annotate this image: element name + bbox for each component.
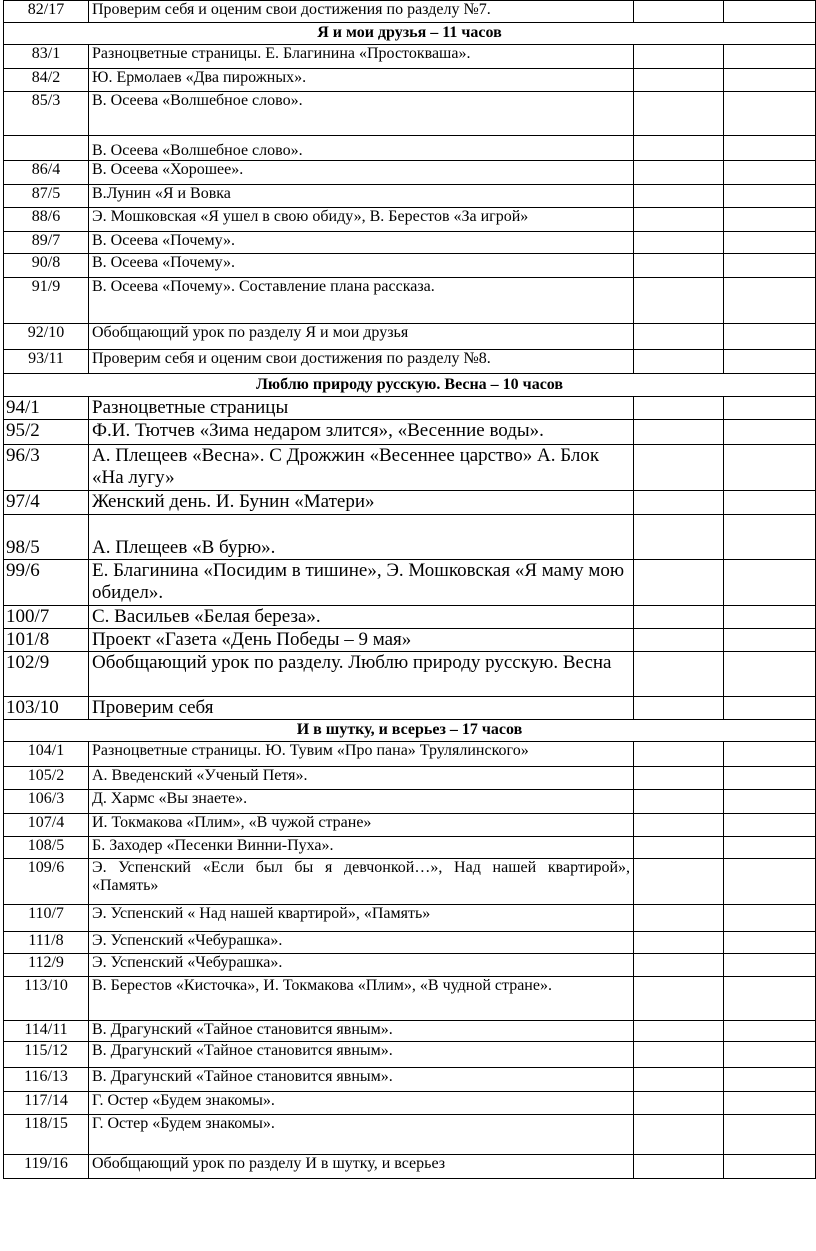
table-row — [4, 254, 816, 278]
table-row — [4, 1041, 816, 1067]
lesson-number: 84/2 — [4, 69, 89, 92]
lesson-topic: Разноцветные страницы. Е. Благинина «Простокваша». — [89, 45, 634, 69]
table-row — [4, 836, 816, 858]
table-row — [4, 976, 816, 1020]
table-row — [4, 696, 816, 719]
date-fact-cell — [724, 559, 816, 605]
table-row — [4, 858, 816, 904]
date-fact-cell — [724, 741, 816, 766]
date-fact-cell — [724, 444, 816, 490]
lesson-topic: Э. Успенский « Над нашей квартирой», «Память» — [89, 904, 634, 931]
table-row — [4, 1114, 816, 1154]
lesson-topic: В. Драгунский «Тайное становится явным». — [89, 1020, 634, 1041]
lesson-topic: Э. Мошковская «Я ушел в свою обиду», В. Берестов «За игрой» — [89, 208, 634, 232]
table-row — [4, 208, 816, 232]
date-plan-cell — [634, 976, 724, 1020]
table-row — [4, 324, 816, 350]
date-fact-cell — [724, 161, 816, 185]
lesson-topic: Проверим себя — [89, 696, 634, 719]
lesson-topic: В. Осеева «Почему». — [89, 232, 634, 254]
lesson-number: 104/1 — [4, 741, 89, 766]
date-plan-cell — [634, 350, 724, 374]
date-plan-cell — [634, 92, 724, 136]
date-plan-cell — [634, 1020, 724, 1041]
lesson-number: 92/10 — [4, 324, 89, 350]
lesson-topic: Разноцветные страницы — [89, 397, 634, 420]
date-fact-cell — [724, 278, 816, 324]
lesson-number: 83/1 — [4, 45, 89, 69]
date-fact-cell — [724, 1114, 816, 1154]
lesson-number — [4, 136, 89, 161]
lesson-number: 119/16 — [4, 1154, 89, 1178]
table-row — [4, 1067, 816, 1091]
lesson-topic: Обобщающий урок по разделу И в шутку, и всерьез — [89, 1154, 634, 1178]
lesson-topic: Г. Остер «Будем знакомы». — [89, 1091, 634, 1114]
date-fact-cell — [724, 350, 816, 374]
date-plan-cell — [634, 836, 724, 858]
lesson-number: 85/3 — [4, 92, 89, 136]
date-fact-cell — [724, 1067, 816, 1091]
table-row — [4, 161, 816, 185]
section-title: Я и мои друзья – 11 часов — [4, 23, 816, 45]
date-fact-cell — [724, 976, 816, 1020]
date-plan-cell — [634, 444, 724, 490]
lesson-number: 117/14 — [4, 1091, 89, 1114]
table-row — [4, 766, 816, 789]
date-fact-cell — [724, 136, 816, 161]
date-plan-cell — [634, 696, 724, 719]
lesson-number: 95/2 — [4, 419, 89, 444]
lesson-number: 93/11 — [4, 350, 89, 374]
table-row — [4, 1, 816, 23]
date-fact-cell — [724, 651, 816, 696]
table-row — [4, 1154, 816, 1178]
lesson-topic: В.Лунин «Я и Вовка — [89, 185, 634, 208]
lesson-topic: В. Драгунский «Тайное становится явным». — [89, 1067, 634, 1091]
lesson-number: 106/3 — [4, 789, 89, 813]
lesson-topic: Ю. Ермолаев «Два пирожных». — [89, 69, 634, 92]
date-plan-cell — [634, 136, 724, 161]
date-plan-cell — [634, 1041, 724, 1067]
date-plan-cell — [634, 45, 724, 69]
lesson-topic: Проверим себя и оценим свои достижения по разделу №7. — [89, 1, 634, 23]
lesson-number: 113/10 — [4, 976, 89, 1020]
date-plan-cell — [634, 278, 724, 324]
lesson-topic: Д. Хармс «Вы знаете». — [89, 789, 634, 813]
date-fact-cell — [724, 1020, 816, 1041]
section-header-row — [4, 374, 816, 397]
lesson-number: 109/6 — [4, 858, 89, 904]
lesson-topic: Э. Успенский «Чебурашка». — [89, 931, 634, 953]
lesson-topic: Обобщающий урок по разделу. Люблю природу русскую. Весна — [89, 651, 634, 696]
lesson-number: 111/8 — [4, 931, 89, 953]
table-row — [4, 397, 816, 420]
lesson-number: 115/12 — [4, 1041, 89, 1067]
date-plan-cell — [634, 1, 724, 23]
date-plan-cell — [634, 858, 724, 904]
lesson-number: 103/10 — [4, 696, 89, 719]
lesson-number: 91/9 — [4, 278, 89, 324]
date-plan-cell — [634, 1114, 724, 1154]
date-fact-cell — [724, 324, 816, 350]
lesson-topic: А. Введенский «Ученый Петя». — [89, 766, 634, 789]
date-plan-cell — [634, 397, 724, 420]
date-fact-cell — [724, 208, 816, 232]
lesson-number: 87/5 — [4, 185, 89, 208]
table-row — [4, 1091, 816, 1114]
date-fact-cell — [724, 490, 816, 514]
date-plan-cell — [634, 490, 724, 514]
lesson-topic: Проверим себя и оценим свои достижения по разделу №8. — [89, 350, 634, 374]
lesson-topic: Э. Успенский «Если был бы я девчонкой…», Над нашей квартирой», «Память» — [89, 858, 634, 904]
date-fact-cell — [724, 789, 816, 813]
date-plan-cell — [634, 208, 724, 232]
table-row — [4, 1020, 816, 1041]
table-row — [4, 69, 816, 92]
date-plan-cell — [634, 651, 724, 696]
lesson-topic: Б. Заходер «Песенки Винни-Пуха». — [89, 836, 634, 858]
table-row — [4, 350, 816, 374]
lesson-number: 114/11 — [4, 1020, 89, 1041]
table-row — [4, 92, 816, 136]
lesson-number: 97/4 — [4, 490, 89, 514]
date-plan-cell — [634, 605, 724, 628]
date-fact-cell — [724, 605, 816, 628]
date-fact-cell — [724, 766, 816, 789]
lesson-topic: Г. Остер «Будем знакомы». — [89, 1114, 634, 1154]
date-plan-cell — [634, 789, 724, 813]
date-plan-cell — [634, 185, 724, 208]
date-fact-cell — [724, 1041, 816, 1067]
date-plan-cell — [634, 232, 724, 254]
table-row — [4, 605, 816, 628]
date-plan-cell — [634, 813, 724, 836]
date-fact-cell — [724, 628, 816, 651]
lesson-number: 94/1 — [4, 397, 89, 420]
date-fact-cell — [724, 836, 816, 858]
lesson-topic: Э. Успенский «Чебурашка». — [89, 953, 634, 976]
lesson-topic: В. Драгунский «Тайное становится явным». — [89, 1041, 634, 1067]
lesson-number: 82/17 — [4, 1, 89, 23]
table-row — [4, 651, 816, 696]
section-title: Люблю природу русскую. Весна – 10 часов — [4, 374, 816, 397]
date-fact-cell — [724, 696, 816, 719]
table-row — [4, 514, 816, 559]
table-row — [4, 953, 816, 976]
section-header-row — [4, 23, 816, 45]
lesson-topic: И. Токмакова «Плим», «В чужой стране» — [89, 813, 634, 836]
lesson-number: 107/4 — [4, 813, 89, 836]
date-fact-cell — [724, 904, 816, 931]
date-plan-cell — [634, 514, 724, 559]
date-fact-cell — [724, 419, 816, 444]
date-fact-cell — [724, 1091, 816, 1114]
lesson-number: 90/8 — [4, 254, 89, 278]
lesson-number: 100/7 — [4, 605, 89, 628]
date-fact-cell — [724, 45, 816, 69]
lesson-topic: В. Осеева «Волшебное слово». — [89, 136, 634, 161]
date-plan-cell — [634, 953, 724, 976]
lesson-topic: Женский день. И. Бунин «Матери» — [89, 490, 634, 514]
lesson-topic: В. Осеева «Почему». — [89, 254, 634, 278]
lesson-topic: С. Васильев «Белая береза». — [89, 605, 634, 628]
lesson-number: 110/7 — [4, 904, 89, 931]
date-fact-cell — [724, 858, 816, 904]
date-fact-cell — [724, 813, 816, 836]
table-row — [4, 185, 816, 208]
lesson-topic: В. Осеева «Хорошее». — [89, 161, 634, 185]
date-fact-cell — [724, 92, 816, 136]
date-fact-cell — [724, 953, 816, 976]
date-fact-cell — [724, 514, 816, 559]
lesson-number: 89/7 — [4, 232, 89, 254]
table-row — [4, 628, 816, 651]
date-plan-cell — [634, 559, 724, 605]
section-title: И в шутку, и всерьез – 17 часов — [4, 719, 816, 741]
lesson-plan-table — [3, 0, 816, 1179]
date-fact-cell — [724, 69, 816, 92]
lesson-topic: Разноцветные страницы. Ю. Тувим «Про пана» Трулялинского» — [89, 741, 634, 766]
date-plan-cell — [634, 419, 724, 444]
table-row — [4, 444, 816, 490]
date-plan-cell — [634, 1067, 724, 1091]
lesson-topic: Проект «Газета «День Победы – 9 мая» — [89, 628, 634, 651]
table-row — [4, 278, 816, 324]
date-fact-cell — [724, 232, 816, 254]
date-plan-cell — [634, 931, 724, 953]
table-row — [4, 419, 816, 444]
date-plan-cell — [634, 904, 724, 931]
date-plan-cell — [634, 69, 724, 92]
date-plan-cell — [634, 161, 724, 185]
date-plan-cell — [634, 254, 724, 278]
table-row — [4, 559, 816, 605]
lesson-number: 88/6 — [4, 208, 89, 232]
section-header-row — [4, 719, 816, 741]
date-fact-cell — [724, 1154, 816, 1178]
lesson-number: 112/9 — [4, 953, 89, 976]
lesson-number: 108/5 — [4, 836, 89, 858]
table-row — [4, 931, 816, 953]
lesson-topic: Ф.И. Тютчев «Зима недаром злится», «Весенние воды». — [89, 419, 634, 444]
lesson-topic: В. Осеева «Почему». Составление плана рассказа. — [89, 278, 634, 324]
lesson-topic: В. Берестов «Кисточка», И. Токмакова «Плим», «В чудной стране». — [89, 976, 634, 1020]
lesson-number: 98/5 — [4, 514, 89, 559]
lesson-number: 101/8 — [4, 628, 89, 651]
date-fact-cell — [724, 254, 816, 278]
lesson-topic: Обобщающий урок по разделу Я и мои друзья — [89, 324, 634, 350]
table-row — [4, 741, 816, 766]
date-fact-cell — [724, 185, 816, 208]
table-row — [4, 136, 816, 161]
table-row — [4, 789, 816, 813]
lesson-number: 118/15 — [4, 1114, 89, 1154]
date-fact-cell — [724, 397, 816, 420]
table-row — [4, 904, 816, 931]
lesson-number: 116/13 — [4, 1067, 89, 1091]
lesson-number: 96/3 — [4, 444, 89, 490]
date-plan-cell — [634, 324, 724, 350]
lesson-number: 102/9 — [4, 651, 89, 696]
date-plan-cell — [634, 628, 724, 651]
lesson-number: 105/2 — [4, 766, 89, 789]
table-row — [4, 45, 816, 69]
lesson-number: 99/6 — [4, 559, 89, 605]
date-plan-cell — [634, 1091, 724, 1114]
table-row — [4, 490, 816, 514]
date-plan-cell — [634, 766, 724, 789]
lesson-plan-body — [4, 1, 816, 1179]
date-fact-cell — [724, 1, 816, 23]
lesson-topic: А. Плещеев «Весна». С Дрожжин «Весеннее царство» А. Блок «На лугу» — [89, 444, 634, 490]
date-plan-cell — [634, 1154, 724, 1178]
table-row — [4, 232, 816, 254]
lesson-topic: А. Плещеев «В бурю». — [89, 514, 634, 559]
lesson-number: 86/4 — [4, 161, 89, 185]
date-fact-cell — [724, 931, 816, 953]
lesson-topic: Е. Благинина «Посидим в тишине», Э. Мошковская «Я маму мою обидел». — [89, 559, 634, 605]
date-plan-cell — [634, 741, 724, 766]
table-row — [4, 813, 816, 836]
lesson-topic: В. Осеева «Волшебное слово». — [89, 92, 634, 136]
